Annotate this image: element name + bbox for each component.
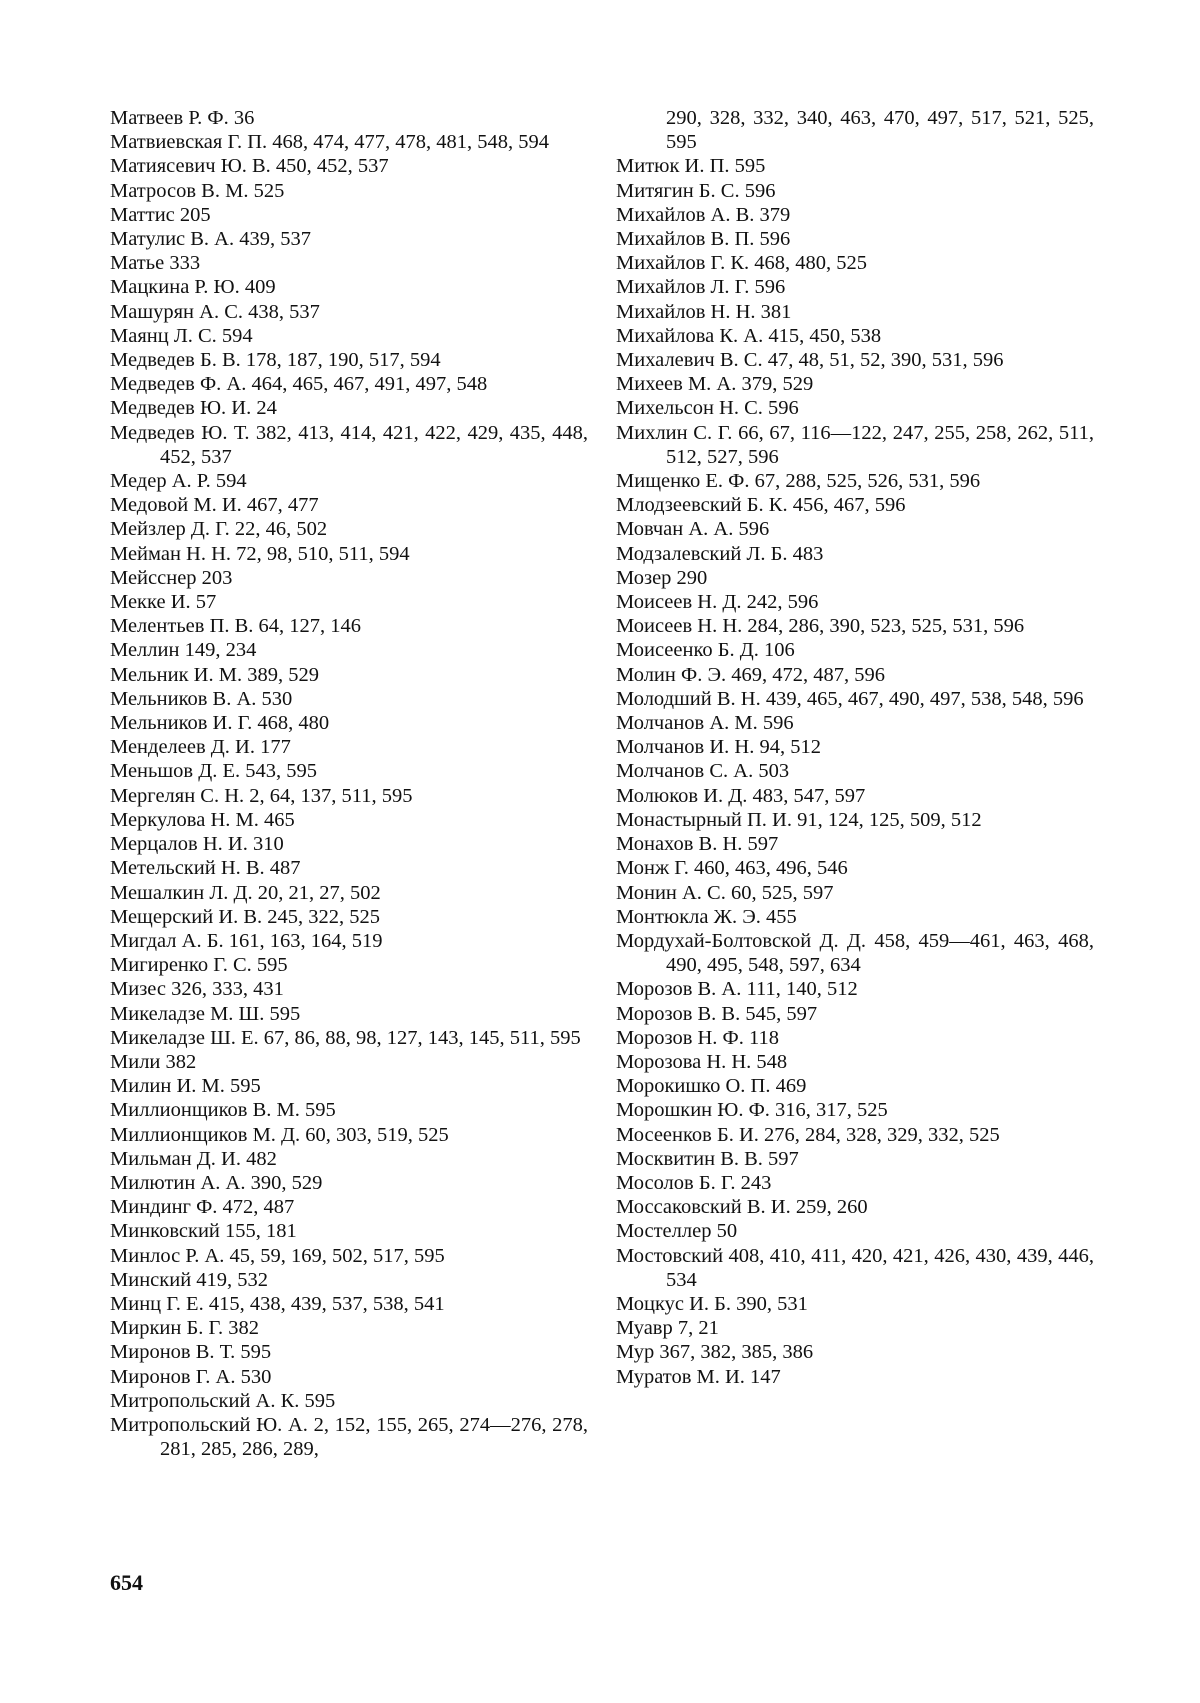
index-entry: Метельский Н. В. 487 <box>110 857 301 880</box>
index-column-right <box>616 106 1094 1389</box>
index-entry: Мешалкин Л. Д. 20, 21, 27, 502 <box>110 881 381 904</box>
index-entry: Морозов В. В. 545, 597 <box>616 1002 818 1025</box>
index-entry: Монж Г. 460, 463, 496, 546 <box>616 857 848 880</box>
index-entry: Мостеллер 50 <box>616 1220 738 1243</box>
index-entry: Монин А. С. 60, 525, 597 <box>616 881 834 904</box>
index-entry: Мили 382 <box>110 1050 197 1073</box>
index-entry: Мещерский И. В. 245, 322, 525 <box>110 905 381 928</box>
index-entry: Мосолов Б. Г. 243 <box>616 1171 772 1194</box>
index-entry: Маттис 205 <box>110 203 211 226</box>
index-entry: Медведев Ф. А. 464, 465, 467, 491, 497, 548 <box>110 373 488 396</box>
index-entry: Мищенко Е. Ф. 67, 288, 525, 526, 531, 596 <box>616 470 981 493</box>
index-entry: Мур 367, 382, 385, 386 <box>616 1341 814 1364</box>
index-entry: Молин Ф. Э. 469, 472, 487, 596 <box>616 663 885 686</box>
index-entry: Минский 419, 532 <box>110 1268 269 1291</box>
index-entry: Молчанов С. А. 503 <box>616 760 790 783</box>
index-entry: Молюков И. Д. 483, 547, 597 <box>616 784 866 807</box>
index-entry: Морозов Н. Ф. 118 <box>616 1026 779 1049</box>
index-entry: 290, 328, 332, 340, 463, 470, 497, 517, 521, 525, 595 <box>666 107 1094 154</box>
index-entry: Млодзеевский Б. К. 456, 467, 596 <box>616 494 906 517</box>
index-entry: Моисеев Н. Д. 242, 596 <box>616 591 819 614</box>
index-entry: Матвиевская Г. П. 468, 474, 477, 478, 481, 548, 594 <box>110 131 550 154</box>
index-entry: Моисеенко Б. Д. 106 <box>616 639 795 662</box>
index-entry: Милютин А. А. 390, 529 <box>110 1171 323 1194</box>
index-entry: Монастырный П. И. 91, 124, 125, 509, 512 <box>616 808 982 831</box>
index-entry: Морозов В. А. 111, 140, 512 <box>616 978 858 1001</box>
index-entry: Мельник И. М. 389, 529 <box>110 663 319 686</box>
index-entry: Митропольский Ю. А. 2, 152, 155, 265, 274—276, 278, 281, 285, 286, 289, <box>110 1413 588 1461</box>
index-entry: Молодший В. Н. 439, 465, 467, 490, 497, 538, 548, 596 <box>616 687 1084 710</box>
index-entry: Михайлов Л. Г. 596 <box>616 276 786 299</box>
index-entry: Меллин 149, 234 <box>110 639 257 662</box>
index-entry: Мигиренко Г. С. 595 <box>110 954 288 977</box>
index-entry: Мовчан А. А. 596 <box>616 518 770 541</box>
index-entry: Миллионщиков В. М. 595 <box>110 1099 336 1122</box>
index-entry: Михайлова К. А. 415, 450, 538 <box>616 324 882 347</box>
index-entry: Молчанов И. Н. 94, 512 <box>616 736 821 759</box>
index-entry: Михельсон Н. С. 596 <box>616 397 799 420</box>
index-entry: Морошкин Ю. Ф. 316, 317, 525 <box>616 1099 888 1122</box>
index-entry: Монахов В. Н. 597 <box>616 833 779 856</box>
index-entry: Мацкина Р. Ю. 409 <box>110 276 276 299</box>
index-entry: Медовой М. И. 467, 477 <box>110 494 319 517</box>
index-entry: Мейсснер 203 <box>110 566 233 589</box>
index-entry: Медер А. Р. 594 <box>110 470 247 493</box>
index-entry: Митюк И. П. 595 <box>616 155 766 178</box>
index-column-left <box>110 106 588 1461</box>
index-entry: Мостовский 408, 410, 411, 420, 421, 426, 430, 439, 446, 534 <box>616 1244 1094 1291</box>
index-entry: Моссаковский В. И. 259, 260 <box>616 1196 868 1219</box>
index-entry: Модзалевский Л. Б. 483 <box>616 542 824 565</box>
index-entry: Медведев Ю. И. 24 <box>110 397 277 420</box>
index-entry: Маянц Л. С. 594 <box>110 324 253 347</box>
index-entry: Мосеенков Б. И. 276, 284, 328, 329, 332, 525 <box>616 1123 1000 1146</box>
index-entry: Муратов М. И. 147 <box>616 1365 781 1388</box>
index-entry: Мильман Д. И. 482 <box>110 1147 277 1170</box>
index-entry: Москвитин В. В. 597 <box>616 1147 799 1170</box>
index-entry: Милин И. М. 595 <box>110 1075 261 1098</box>
index-entry: Машурян А. С. 438, 537 <box>110 300 320 323</box>
index-entry: Мелентьев П. В. 64, 127, 146 <box>110 615 362 638</box>
index-entry: Матиясевич Ю. В. 450, 452, 537 <box>110 155 389 178</box>
index-entry: Михайлов В. П. 596 <box>616 228 791 251</box>
index-entry: Микеладзе Ш. Е. 67, 86, 88, 98, 127, 143, 145, 511, 595 <box>110 1026 581 1049</box>
index-entry: Менделеев Д. И. 177 <box>110 736 291 759</box>
index-entry: Михайлов Н. Н. 381 <box>616 300 792 323</box>
index-entry: Мейзлер Д. Г. 22, 46, 502 <box>110 518 328 541</box>
index-entry: Миллионщиков М. Д. 60, 303, 519, 525 <box>110 1123 449 1146</box>
index-entry: Матье 333 <box>110 252 201 275</box>
index-entry: Мордухай-Болтовской Д. Д. 458, 459—461, 463, 468, 490, 495, 548, 597, 634 <box>616 929 1094 977</box>
index-entry: Минлос Р. А. 45, 59, 169, 502, 517, 595 <box>110 1244 445 1267</box>
index-entry: Меркулова Н. М. 465 <box>110 808 295 831</box>
index-entry: Меньшов Д. Е. 543, 595 <box>110 760 317 783</box>
index-entry: Михайлов А. В. 379 <box>616 203 791 226</box>
index-entry: Моисеев Н. Н. 284, 286, 390, 523, 525, 531, 596 <box>616 615 1025 638</box>
index-entry: Мельников И. Г. 468, 480 <box>110 712 330 735</box>
index-entry: Медведев Б. В. 178, 187, 190, 517, 594 <box>110 349 441 372</box>
index-entry: Молчанов А. М. 596 <box>616 712 794 735</box>
index-entry: Михайлов Г. К. 468, 480, 525 <box>616 252 867 275</box>
index-entry: Микеладзе М. Ш. 595 <box>110 1002 301 1025</box>
index-entry: Матулис В. А. 439, 537 <box>110 228 311 251</box>
index-entry: Матвеев Р. Ф. 36 <box>110 107 255 129</box>
index-entry: Мельников В. А. 530 <box>110 687 293 710</box>
index-entry: Миркин Б. Г. 382 <box>110 1317 260 1340</box>
index-entry: Морозова Н. Н. 548 <box>616 1050 788 1073</box>
index-entry: Михалевич В. С. 47, 48, 51, 52, 390, 531, 596 <box>616 349 1004 372</box>
index-entry: Митропольский А. К. 595 <box>110 1389 336 1412</box>
index-entry: Мергелян С. Н. 2, 64, 137, 511, 595 <box>110 784 413 807</box>
index-entry: Муавр 7, 21 <box>616 1317 719 1340</box>
page-number: 654 <box>110 1570 143 1595</box>
index-entry: Миндинг Ф. 472, 487 <box>110 1196 295 1219</box>
index-entry: Мозер 290 <box>616 566 708 589</box>
index-entry: Мейман Н. Н. 72, 98, 510, 511, 594 <box>110 542 410 565</box>
index-entry: Минковский 155, 181 <box>110 1220 297 1243</box>
index-entry: Миронов Г. А. 530 <box>110 1365 272 1388</box>
index-entry: Морокишко О. П. 469 <box>616 1075 807 1098</box>
index-entry: Михлин С. Г. 66, 67, 116—122, 247, 255, 258, 262, 511, 512, 527, 596 <box>616 421 1094 468</box>
index-entry: Монтюкла Ж. Э. 455 <box>616 905 797 928</box>
index-entry: Матросов В. М. 525 <box>110 179 285 202</box>
index-entry: Моцкус И. Б. 390, 531 <box>616 1292 808 1315</box>
index-entry: Минц Г. Е. 415, 438, 439, 537, 538, 541 <box>110 1292 445 1315</box>
index-entry: Мизес 326, 333, 431 <box>110 978 284 1001</box>
index-entry: Медведев Ю. Т. 382, 413, 414, 421, 422, 429, 435, 448, 452, 537 <box>110 421 588 468</box>
index-entry: Мерцалов Н. И. 310 <box>110 833 284 856</box>
index-entry: Митягин Б. С. 596 <box>616 179 776 202</box>
index-entry: Миронов В. Т. 595 <box>110 1341 272 1364</box>
index-entry: Михеев М. А. 379, 529 <box>616 373 814 396</box>
index-entry: Мекке И. 57 <box>110 591 217 614</box>
index-entry: Мигдал А. Б. 161, 163, 164, 519 <box>110 929 383 952</box>
